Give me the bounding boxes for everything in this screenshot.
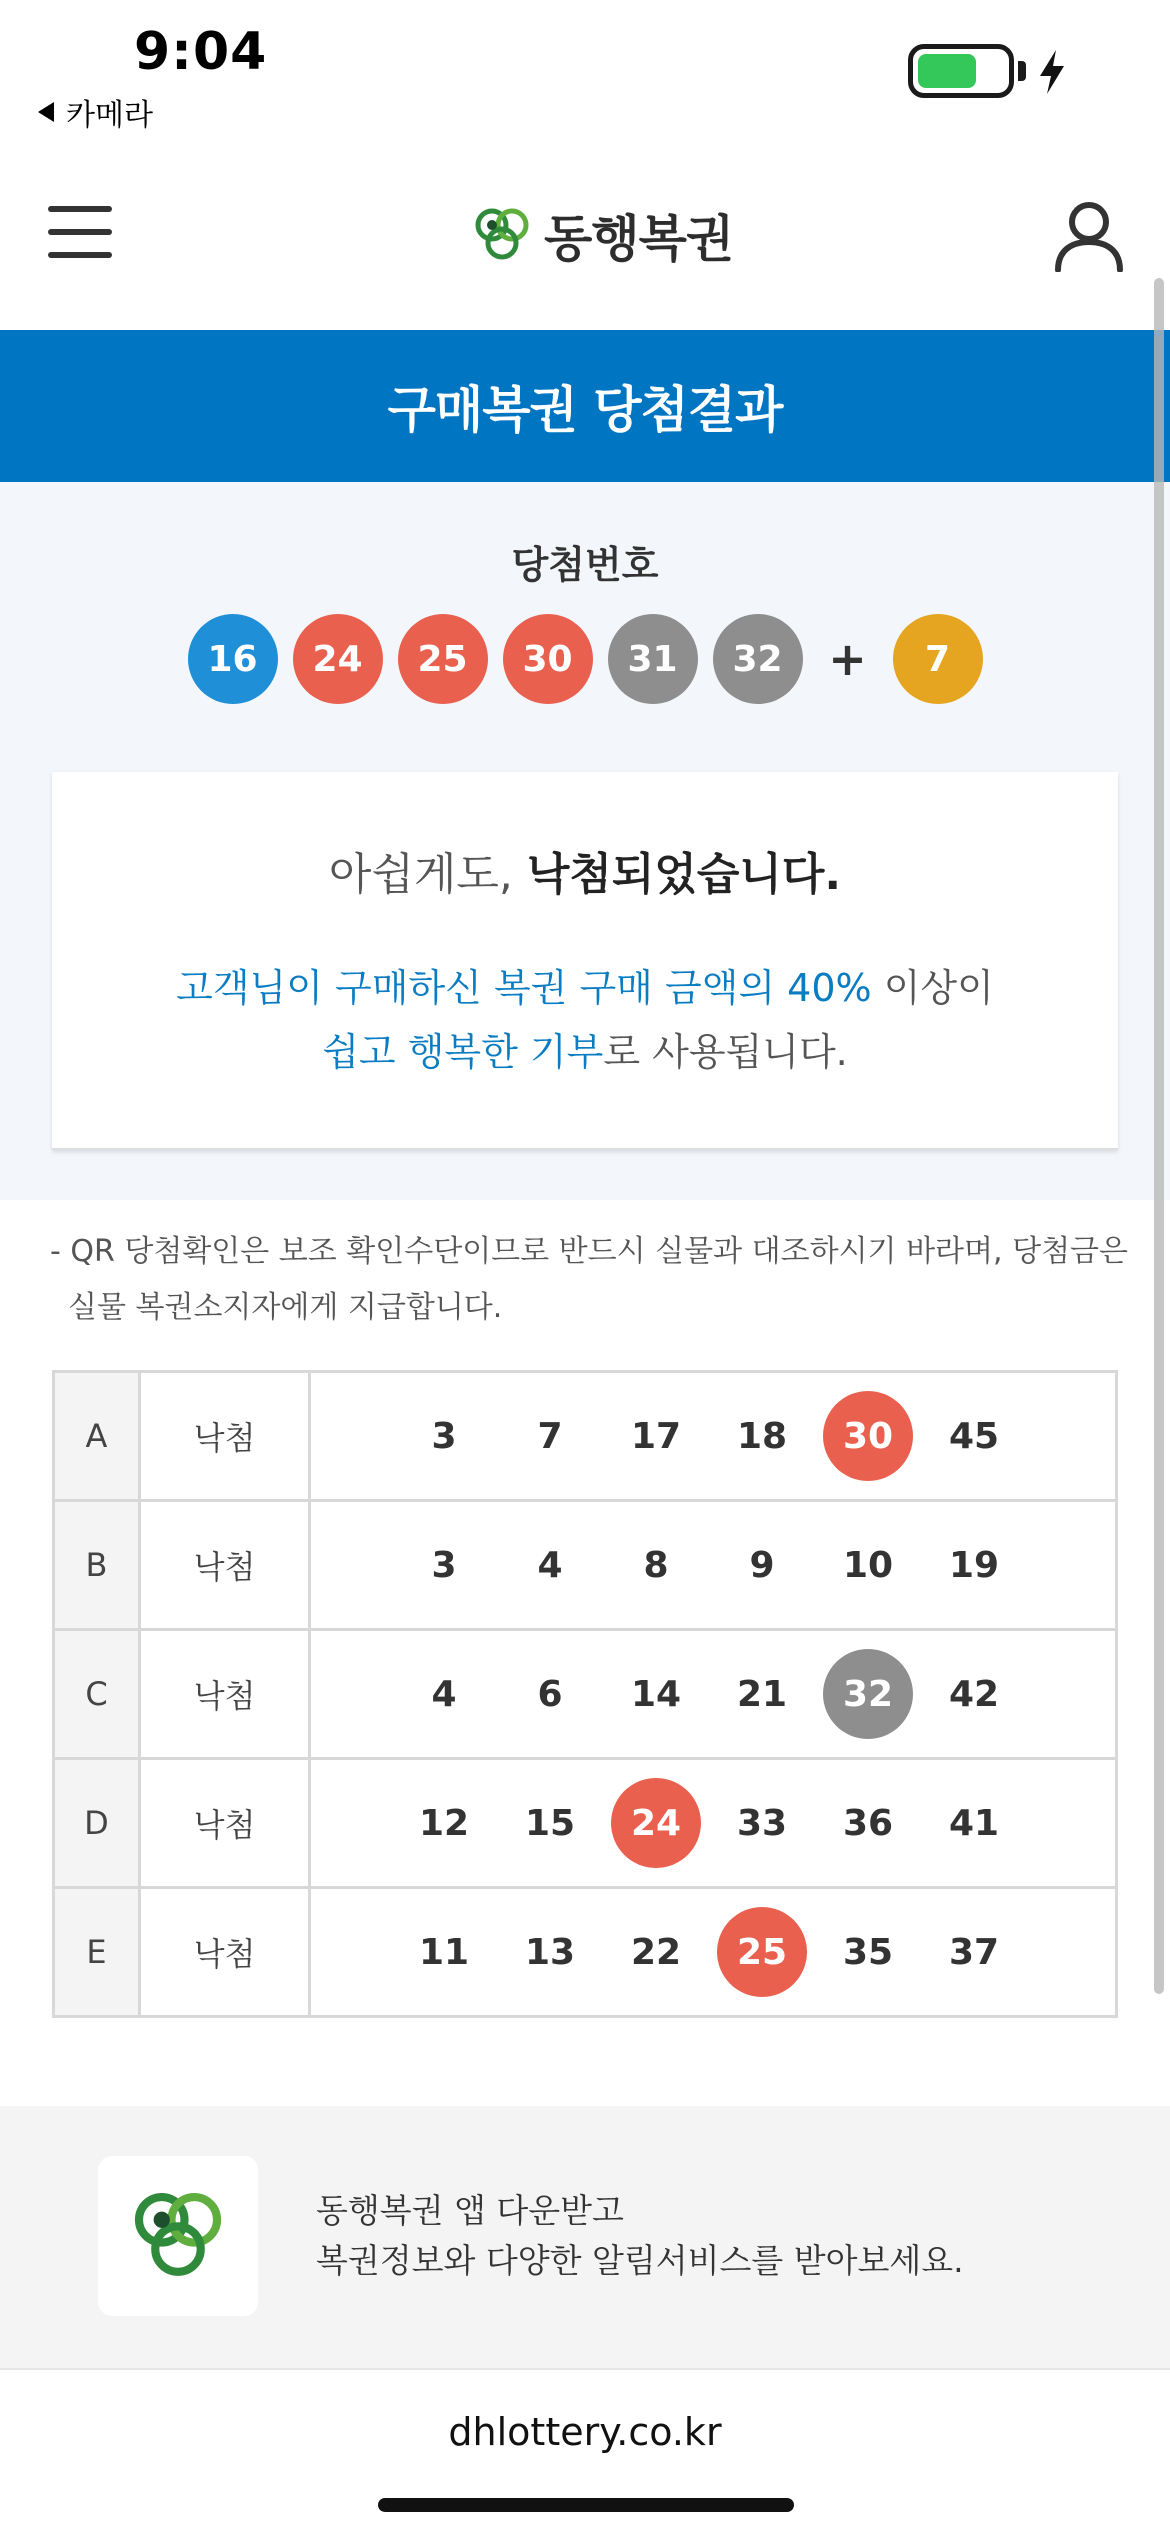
ticket-result: 낙첨 (140, 1630, 310, 1759)
ticket-id: E (54, 1888, 140, 2017)
page-title-band (0, 330, 1170, 482)
ticket-number: 21 (736, 1673, 788, 1715)
ticket-row (54, 1501, 1117, 1630)
site-logo[interactable] (470, 200, 733, 270)
status-time: 9:04 (134, 22, 268, 82)
ticket-numbers (310, 1630, 1117, 1759)
hamburger-menu-icon[interactable] (48, 206, 112, 258)
ticket-numbers (310, 1501, 1117, 1630)
ticket-number: 41 (948, 1802, 1000, 1844)
ticket-number: 9 (749, 1544, 775, 1586)
ticket-number: 33 (736, 1802, 788, 1844)
ticket-number: 7 (537, 1415, 563, 1457)
matched-number (815, 1649, 921, 1739)
ticket-id: C (54, 1630, 140, 1759)
ticket-number: 14 (630, 1673, 682, 1715)
ticket-number: 22 (630, 1931, 682, 1973)
ticket-numbers (310, 1888, 1117, 2017)
donation-message (52, 956, 1118, 1084)
matched-number-ball: 32 (823, 1649, 913, 1739)
page-scrollbar[interactable] (1154, 278, 1164, 1994)
clover-app-icon[interactable] (98, 2156, 258, 2316)
matched-number-ball: 24 (611, 1778, 701, 1868)
matched-number (603, 1778, 709, 1868)
ticket-number: 10 (842, 1544, 894, 1586)
logo-text: 동행복권 (544, 210, 734, 268)
ticket-result: 낙첨 (140, 1501, 310, 1630)
ticket-number: 4 (431, 1673, 457, 1715)
back-to-app-link[interactable] (38, 90, 153, 134)
ticket-number: 12 (418, 1802, 470, 1844)
ticket-row (54, 1372, 1117, 1501)
home-indicator[interactable] (378, 2498, 794, 2512)
donation-text-2: 로 사용됩니다. (603, 1030, 848, 1074)
app-banner-line-1: 동행복권 앱 다운받고 (316, 2191, 624, 2230)
ticket-number: 35 (842, 1931, 894, 1973)
winning-ball: 31 (608, 614, 698, 704)
user-profile-icon[interactable] (1054, 200, 1124, 272)
winning-ball: 32 (713, 614, 803, 704)
ticket-numbers (310, 1372, 1117, 1501)
winning-ball: 24 (293, 614, 383, 704)
back-app-label: 카메라 (66, 98, 153, 133)
matched-number-ball: 30 (823, 1391, 913, 1481)
winning-ball: 30 (503, 614, 593, 704)
donation-highlight-1: 고객님이 구매하신 복권 구매 금액의 40% (176, 966, 872, 1010)
winning-ball: 25 (398, 614, 488, 704)
address-bar-url[interactable]: dhlottery.co.kr (448, 2410, 722, 2454)
app-banner-line-2: 복권정보와 다양한 알림서비스를 받아보세요. (316, 2241, 964, 2280)
battery-icon (908, 44, 1014, 98)
ticket-number: 11 (418, 1931, 470, 1973)
ticket-id: A (54, 1372, 140, 1501)
ticket-number: 3 (431, 1544, 457, 1586)
ticket-results-table (52, 1370, 1118, 2018)
ticket-number: 42 (948, 1673, 1000, 1715)
ticket-numbers (310, 1759, 1117, 1888)
ticket-number: 8 (643, 1544, 669, 1586)
clover-logo-icon (470, 203, 534, 267)
browser-bottom-bar (0, 2368, 1170, 2532)
ticket-number: 6 (537, 1673, 563, 1715)
result-prefix: 아쉽게도, (328, 849, 527, 900)
ticket-id: D (54, 1759, 140, 1888)
ticket-number: 13 (524, 1931, 576, 1973)
status-bar (0, 0, 1170, 150)
winning-numbers (0, 614, 1170, 704)
battery-cap (1018, 61, 1026, 81)
battery-level (918, 54, 976, 88)
matched-number-ball: 25 (717, 1907, 807, 1997)
matched-number (709, 1907, 815, 1997)
ticket-number: 3 (431, 1415, 457, 1457)
ticket-result: 낙첨 (140, 1759, 310, 1888)
app-banner-text (316, 2186, 964, 2286)
page-title: 구매복권 당첨결과 (387, 381, 783, 439)
ticket-number: 36 (842, 1802, 894, 1844)
ticket-number: 15 (524, 1802, 576, 1844)
site-header (0, 150, 1170, 330)
ticket-row (54, 1630, 1117, 1759)
app-download-banner[interactable] (0, 2106, 1170, 2368)
result-message-card (52, 772, 1118, 1150)
ticket-result: 낙첨 (140, 1888, 310, 2017)
charging-bolt-icon (1036, 48, 1068, 96)
winning-numbers-label: 당첨번호 (511, 543, 659, 587)
bonus-plus-sign: + (828, 632, 867, 686)
ticket-result: 낙첨 (140, 1372, 310, 1501)
ticket-number: 4 (537, 1544, 563, 1586)
ticket-row (54, 1759, 1117, 1888)
qr-notice: - QR 당첨확인은 보조 확인수단이므로 반드시 실물과 대조하시기 바라며, 당첨금은 실물 복권소지자에게 지급합니다. (50, 1234, 1129, 1325)
donation-highlight-2: 쉽고 행복한 기부 (322, 1030, 604, 1074)
ticket-number: 37 (948, 1931, 1000, 1973)
ticket-row (54, 1888, 1117, 2017)
winning-ball: 16 (188, 614, 278, 704)
back-triangle-icon (38, 102, 54, 122)
matched-number (815, 1391, 921, 1481)
donation-text-1: 이상이 (871, 966, 994, 1010)
ticket-id: B (54, 1501, 140, 1630)
result-status: 낙첨되었습니다. (526, 849, 842, 900)
ticket-number: 19 (948, 1544, 1000, 1586)
bonus-ball: 7 (893, 614, 983, 704)
result-section (0, 482, 1170, 1200)
ticket-number: 17 (630, 1415, 682, 1457)
ticket-number: 45 (948, 1415, 1000, 1457)
ticket-number: 18 (736, 1415, 788, 1457)
result-message (52, 838, 1118, 902)
